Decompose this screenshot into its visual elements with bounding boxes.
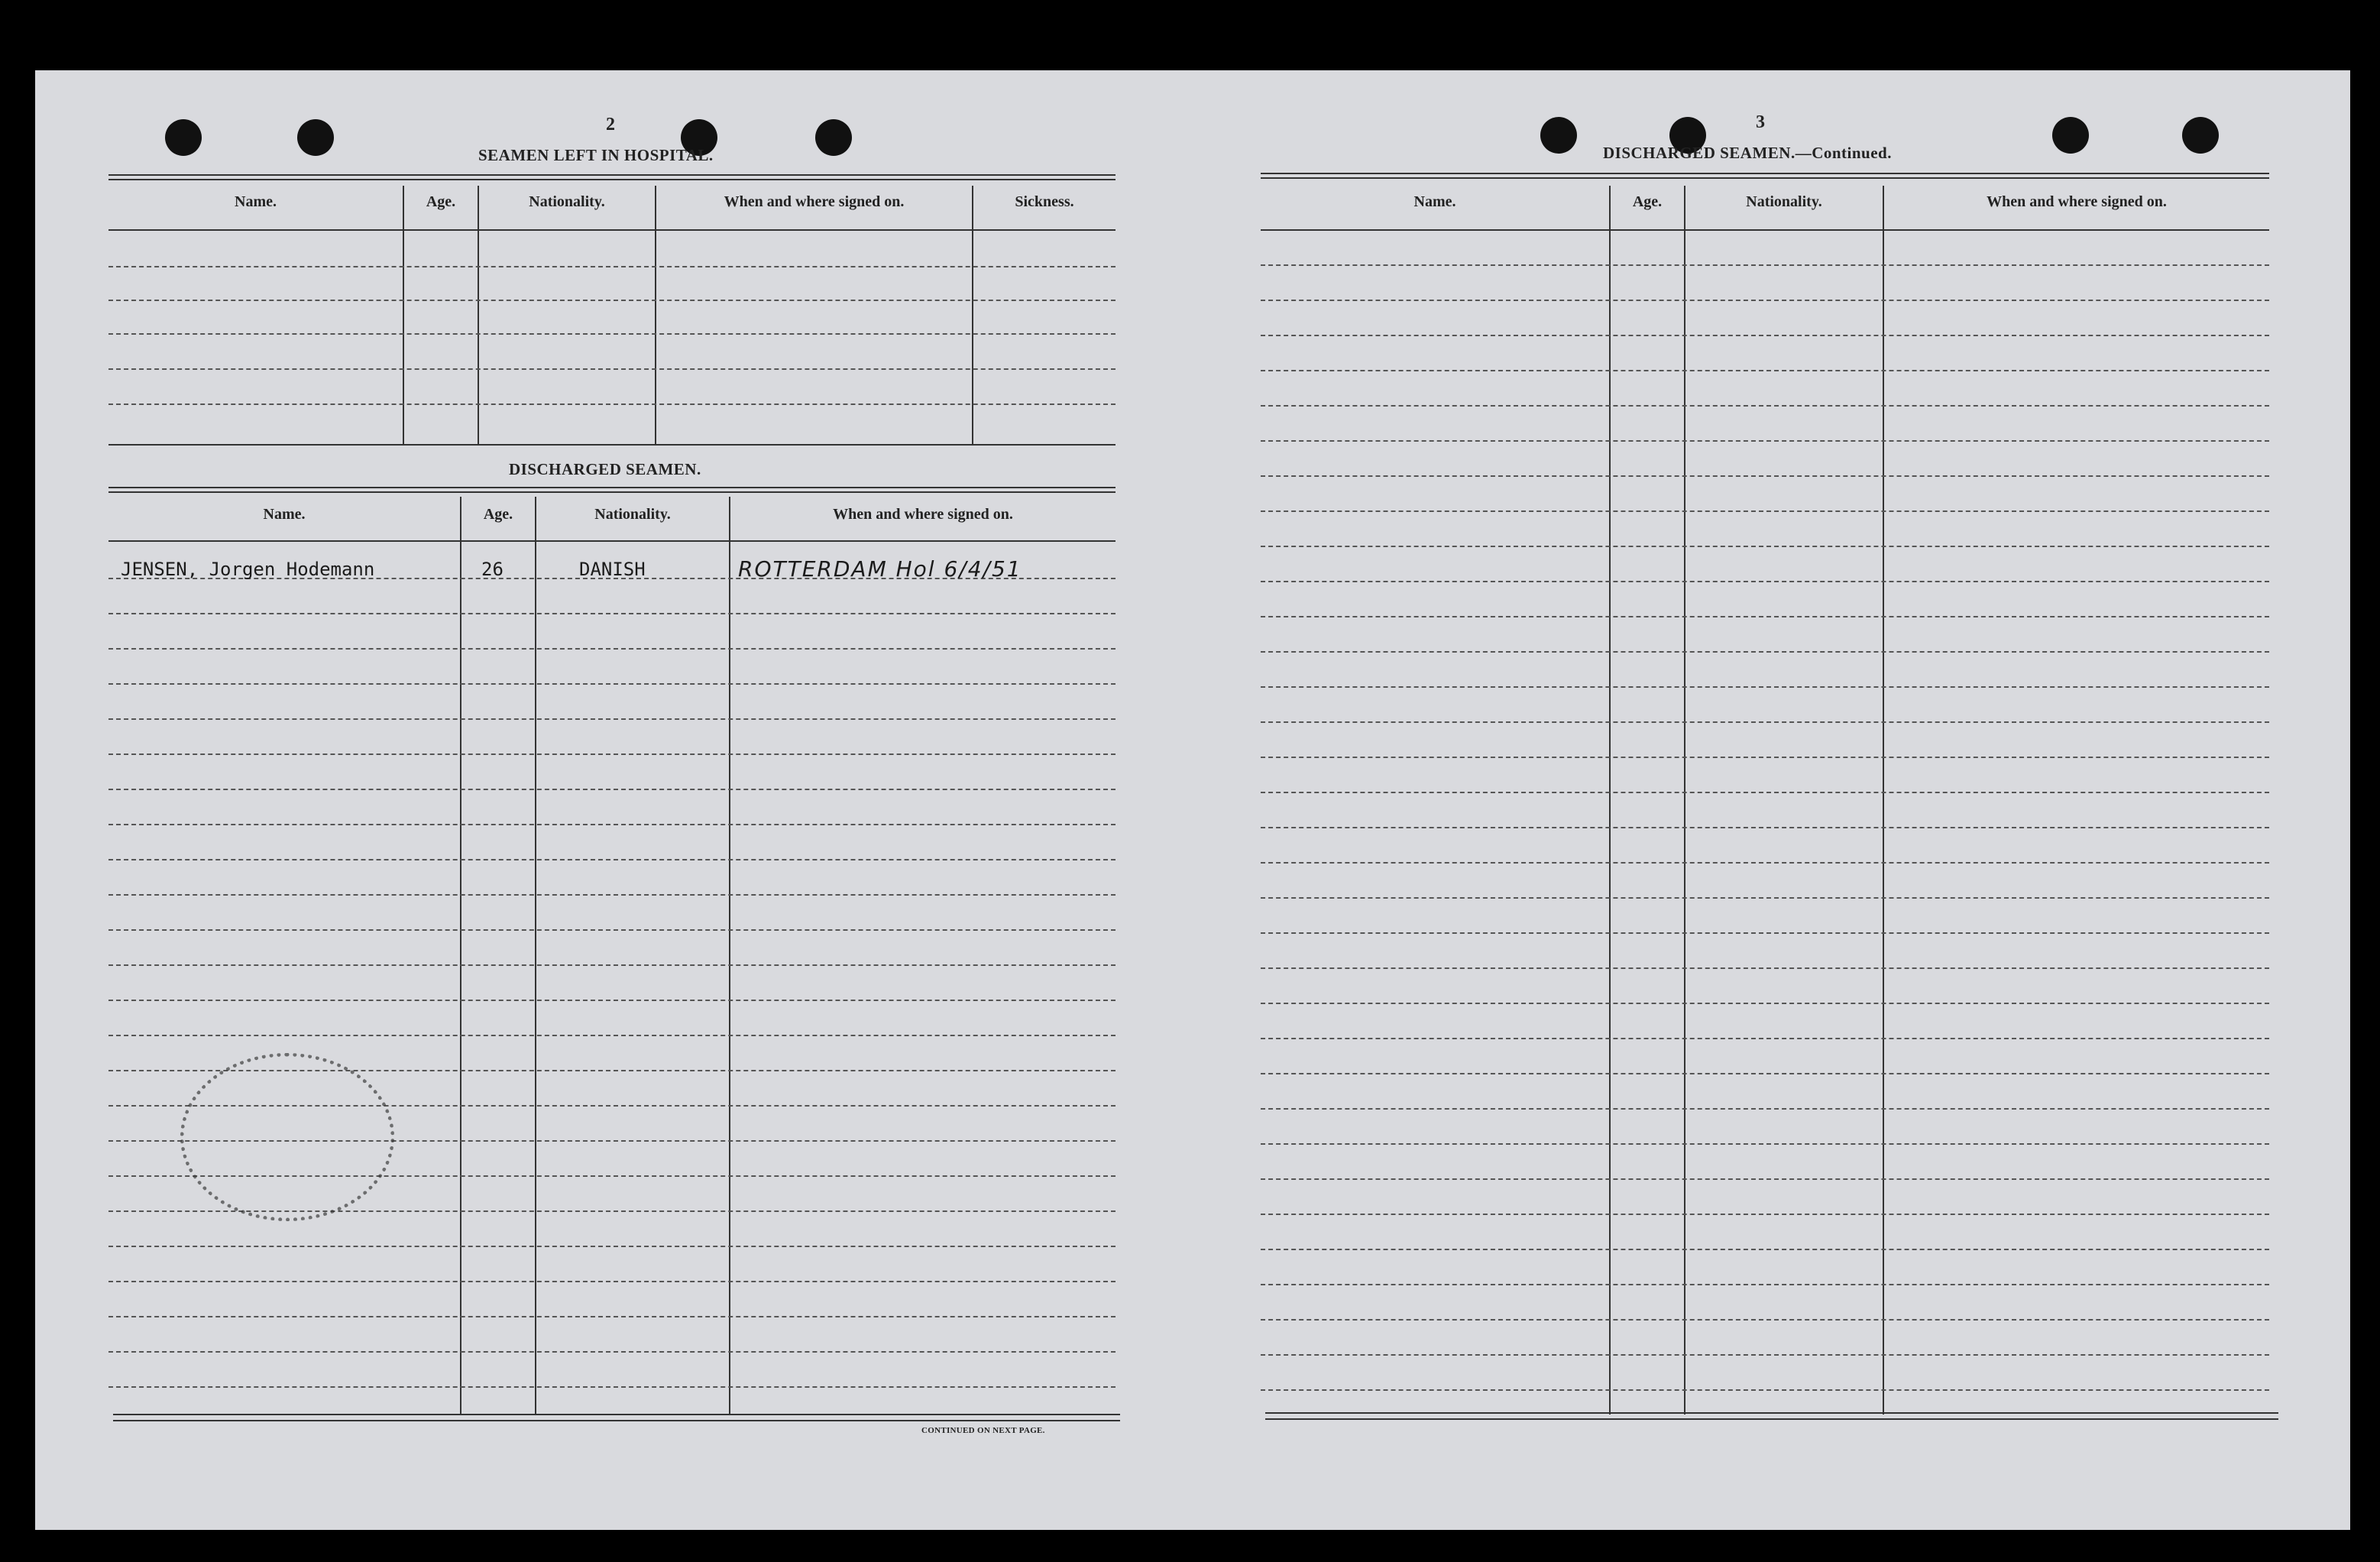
ruled-line <box>108 824 1116 825</box>
right-header-underline <box>1261 229 2269 231</box>
ruled-line <box>1261 370 2269 371</box>
punch-hole <box>297 119 334 156</box>
ruled-line <box>108 683 1116 685</box>
discharged-header-nationality: Nationality. <box>594 506 671 523</box>
hospital-section-title: SEAMEN LEFT IN HOSPITAL. <box>478 146 714 164</box>
ruled-line <box>108 1000 1116 1001</box>
ruled-line <box>1261 686 2269 688</box>
ruled-line <box>1261 510 2269 512</box>
ruled-line <box>1261 757 2269 758</box>
ruled-line <box>108 964 1116 966</box>
hospital-header-sickness: Sickness. <box>1015 193 1074 210</box>
discharged-header-signed-on: When and where signed on. <box>833 506 1013 523</box>
ruled-line <box>108 753 1116 755</box>
ruled-line <box>108 894 1116 896</box>
ruled-line <box>1261 651 2269 653</box>
ruled-line <box>108 1035 1116 1036</box>
ruled-line <box>1261 405 2269 407</box>
ruled-line <box>108 1281 1116 1282</box>
hospital-header-name: Name. <box>235 193 277 210</box>
discharged-header-age: Age. <box>483 506 513 523</box>
ruled-line <box>1261 581 2269 582</box>
ruled-line <box>1261 335 2269 336</box>
continued-footer: CONTINUED ON NEXT PAGE. <box>921 1426 1045 1435</box>
ruled-line <box>1261 721 2269 723</box>
circular-stamp <box>180 1053 394 1221</box>
hospital-table-rule <box>108 174 1116 180</box>
column-divider <box>535 497 536 1414</box>
ruled-line <box>1261 1108 2269 1110</box>
ruled-line <box>1261 546 2269 547</box>
entry-age: 26 <box>481 559 504 580</box>
right-table-rule <box>1261 173 2269 179</box>
ruled-line <box>1261 827 2269 828</box>
right-header-signed-on: When and where signed on. <box>1987 193 2167 210</box>
entry-nationality: DANISH <box>579 559 646 580</box>
ruled-line <box>1261 1073 2269 1074</box>
ruled-line <box>1261 1284 2269 1285</box>
ruled-line <box>108 1246 1116 1247</box>
right-header-name: Name. <box>1413 193 1456 210</box>
ruled-line <box>1261 1249 2269 1250</box>
column-divider <box>655 186 656 446</box>
punch-hole <box>165 119 202 156</box>
hospital-table-bottom <box>108 444 1116 446</box>
column-divider <box>478 186 479 446</box>
ruled-line <box>108 859 1116 860</box>
punch-hole <box>2182 117 2219 154</box>
ruled-line <box>1261 967 2269 969</box>
ruled-line <box>1261 1389 2269 1391</box>
punch-hole <box>1540 117 1577 154</box>
discharged-table-rule <box>108 487 1116 493</box>
ruled-line <box>1261 1354 2269 1356</box>
column-divider <box>460 497 461 1414</box>
ruled-line <box>108 333 1116 335</box>
ruled-line <box>1261 1143 2269 1145</box>
page-number-left: 2 <box>606 115 615 134</box>
ruled-line <box>1261 1319 2269 1321</box>
discharged-table-bottom <box>113 1420 1120 1421</box>
ruled-line <box>108 368 1116 370</box>
column-divider <box>729 497 730 1414</box>
discharged-header-name: Name. <box>263 506 306 523</box>
hospital-header-underline <box>108 229 1116 231</box>
ruled-line <box>1261 1178 2269 1180</box>
discharged-section-title: DISCHARGED SEAMEN. <box>509 460 701 478</box>
entry-signed-on: ROTTERDAM Hol 6/4/51 <box>738 556 1022 582</box>
ruled-line <box>108 266 1116 267</box>
right-table-bottom <box>1265 1418 2278 1420</box>
hospital-header-age: Age. <box>426 193 456 210</box>
ruled-line <box>1261 862 2269 864</box>
page-number-right: 3 <box>1756 112 1765 132</box>
ruled-line <box>1261 1038 2269 1039</box>
ruled-line <box>108 300 1116 301</box>
punch-hole <box>815 119 852 156</box>
hospital-header-signed-on: When and where signed on. <box>724 193 905 210</box>
ruled-line <box>108 718 1116 720</box>
right-section-title: DISCHARGED SEAMEN.—Continued. <box>1603 144 1892 162</box>
column-divider <box>972 186 973 446</box>
punch-hole <box>2052 117 2089 154</box>
discharged-table-bottom <box>113 1414 1120 1415</box>
column-divider <box>403 186 404 446</box>
ruled-line <box>1261 475 2269 477</box>
ruled-line <box>1261 1214 2269 1215</box>
ruled-line <box>1261 300 2269 301</box>
ruled-line <box>108 648 1116 650</box>
entry-name: JENSEN, Jorgen Hodemann <box>121 559 375 580</box>
ruled-line <box>108 403 1116 405</box>
ruled-line <box>108 1351 1116 1353</box>
hospital-header-nationality: Nationality. <box>529 193 605 210</box>
ruled-line <box>108 1386 1116 1388</box>
ruled-line <box>108 789 1116 790</box>
document-sheet <box>35 70 2350 1530</box>
ruled-line <box>1261 440 2269 442</box>
right-table-bottom <box>1265 1412 2278 1414</box>
ruled-line <box>108 613 1116 614</box>
right-header-age: Age. <box>1632 193 1663 210</box>
ruled-line <box>1261 616 2269 617</box>
ruled-line <box>1261 264 2269 266</box>
ruled-line <box>108 929 1116 931</box>
right-header-nationality: Nationality. <box>1746 193 1822 210</box>
ruled-line <box>108 1316 1116 1317</box>
ruled-line <box>1261 792 2269 793</box>
discharged-header-underline <box>108 540 1116 542</box>
ruled-line <box>1261 1003 2269 1004</box>
ruled-line <box>1261 932 2269 934</box>
ruled-line <box>1261 897 2269 899</box>
